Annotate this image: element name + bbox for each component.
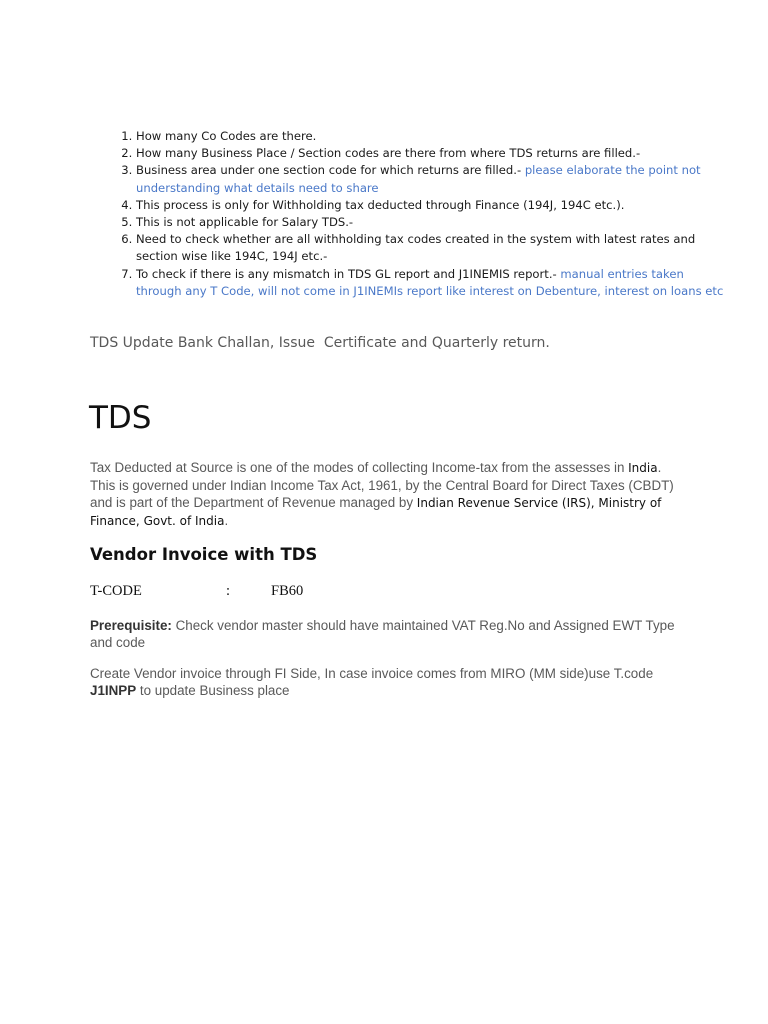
tcode-value: FB60 (271, 583, 304, 599)
list-item: 6. Need to check whether are all withholding tax codes created in the system with latest rates and section wise like 194C, 194J etc.- (136, 231, 726, 265)
list-item: 5. This is not applicable for Salary TDS.- (136, 214, 726, 231)
prerequisite-paragraph: Prerequisite: Check vendor master should have maintained VAT Reg.No and Assigned EWT Type and code (90, 618, 675, 650)
reply-note: manual entries taken through any T Code, will not come in J1INEMIs report like interest on Debenture, interest on loans etc (136, 266, 724, 298)
link-india[interactable]: India (628, 461, 658, 475)
subtitle: TDS Update Bank Challan, Issue Certificate and Quarterly return. (90, 335, 550, 351)
questions-list (90, 128, 726, 300)
vendor-invoice-heading: Vendor Invoice with TDS (90, 545, 318, 564)
tcode-row (90, 583, 490, 603)
list-item: 7. To check if there is any mismatch in TDS GL report and J1INEMIS report.- manual entries taken through any T Code, will not come in J1INEMIs report like interest on Debenture, interest on loans etc (136, 266, 726, 300)
link-ministry-of-finance[interactable]: Ministry of Finance (90, 496, 662, 528)
tcode-j1inpp: J1INPP (90, 683, 137, 698)
tds-intro-paragraph: Tax Deducted at Source is one of the modes of collecting Income-tax from the assesses in India. This is governed under Indian Income Tax Act, 1961, by the Central Board for Direct Taxes (CBDT) and is part of the Department of Revenue managed by Indian Revenue Service (IRS), Ministry of Finance, Govt. of India. (90, 460, 674, 528)
tcode-colon: : (226, 583, 231, 599)
link-govt-of-india[interactable]: Govt. of India (143, 514, 225, 528)
list-item: 2. How many Business Place / Section codes are there from where TDS returns are filled.- (136, 145, 726, 162)
create-invoice-paragraph: Create Vendor invoice through FI Side, In case invoice comes from MIRO (MM side)use T.code J1INPP to update Business place (90, 666, 654, 698)
list-item: 4. This process is only for Withholding tax deducted through Finance (194J, 194C etc.). (136, 197, 726, 214)
list-item: 3. Business area under one section code for which returns are filled.- please elaborate the point not understanding what details need to share (136, 162, 726, 196)
tcode-label: T-CODE (90, 583, 142, 599)
tds-heading: TDS (89, 400, 152, 436)
link-irs[interactable]: Indian Revenue Service (IRS) (416, 496, 591, 510)
reply-note: please elaborate the point not understanding what details need to share (136, 163, 701, 195)
list-item: 1. How many Co Codes are there. (136, 128, 726, 145)
prerequisite-label: Prerequisite: (90, 618, 172, 633)
